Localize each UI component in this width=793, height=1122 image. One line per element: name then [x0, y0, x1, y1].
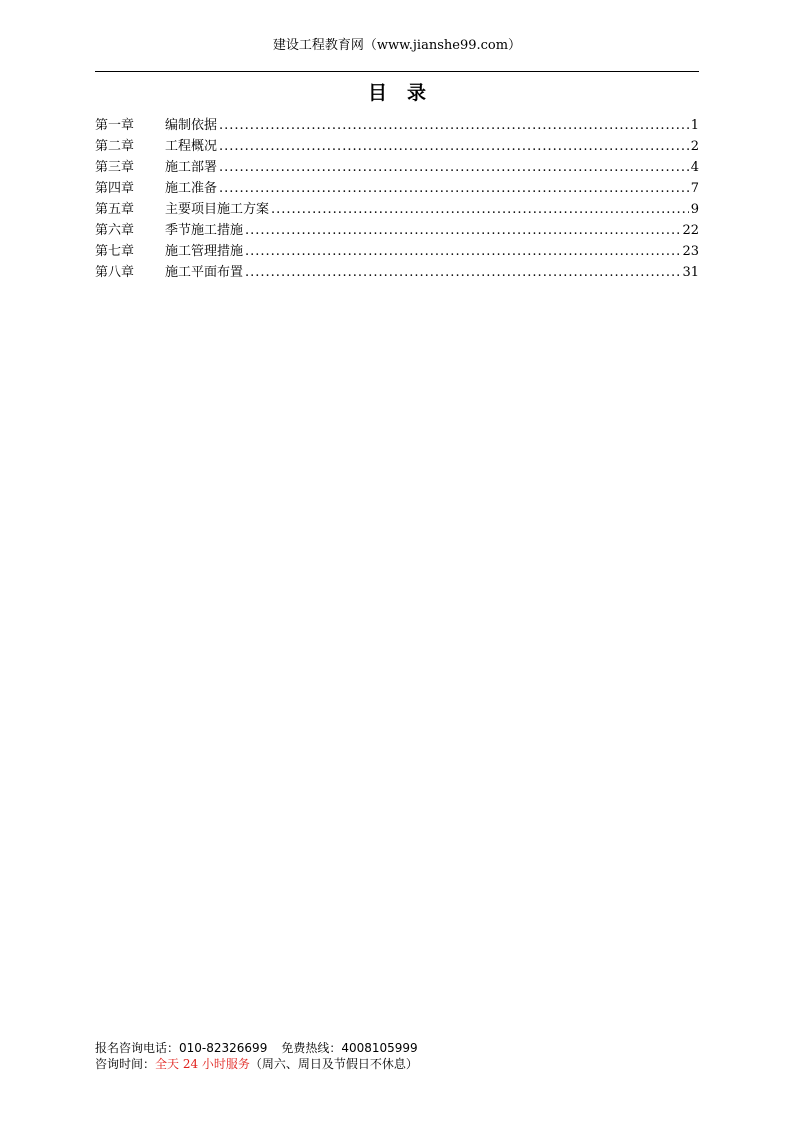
toc-chapter-label: 施工平面布置	[165, 265, 244, 280]
toc-leader-dots	[245, 220, 680, 241]
footer-phone-label: 报名咨询电话：	[95, 1041, 180, 1055]
footer-hours-label: 咨询时间：	[95, 1057, 156, 1071]
toc-title: 目录	[367, 82, 446, 104]
toc-chapter-label: 编制依据	[165, 118, 218, 133]
toc-leader-dots	[245, 262, 680, 283]
page-header	[95, 36, 699, 56]
toc-leader-dots	[219, 136, 689, 157]
footer-hours-note: （周六、周日及节假日不休息）	[249, 1057, 418, 1071]
footer-contact-line	[95, 1040, 699, 1056]
toc-entry[interactable]	[95, 157, 699, 178]
toc-leader-dots	[219, 115, 689, 136]
toc-leader-dots	[219, 157, 689, 178]
toc-list	[95, 115, 699, 283]
toc-entry[interactable]	[95, 136, 699, 157]
toc-entry[interactable]	[95, 220, 699, 241]
toc-page-number: 2	[690, 139, 699, 154]
toc-entry[interactable]	[95, 199, 699, 220]
toc-chapter-number: 第八章	[95, 265, 135, 280]
header-divider	[95, 71, 699, 72]
toc-page-number: 9	[690, 202, 699, 217]
toc-entry[interactable]	[95, 241, 699, 262]
toc-page-number: 1	[690, 118, 699, 133]
toc-chapter-number: 第二章	[95, 139, 135, 154]
footer-hotline-value: 4008105999	[341, 1041, 418, 1055]
footer-hours-value: 全天 24 小时服务	[155, 1057, 250, 1071]
toc-chapter-label: 工程概况	[165, 139, 218, 154]
toc-page-number: 4	[690, 160, 699, 175]
footer-hotline-label: 免费热线：	[281, 1041, 342, 1055]
toc-page-number: 23	[682, 244, 699, 259]
toc-chapter-number: 第三章	[95, 160, 135, 175]
footer-phone-value: 010-82326699	[179, 1041, 268, 1055]
toc-entry[interactable]	[95, 178, 699, 199]
toc-chapter-number: 第五章	[95, 202, 135, 217]
toc-leader-dots	[245, 241, 680, 262]
toc-chapter-label: 主要项目施工方案	[165, 202, 270, 217]
header-title: 建设工程教育网（www.jianshe99.com）	[272, 38, 522, 53]
toc-chapter-number: 第四章	[95, 181, 135, 196]
toc-chapter-label: 施工管理措施	[165, 244, 244, 259]
toc-page-number: 31	[682, 265, 699, 280]
toc-entry[interactable]	[95, 262, 699, 283]
footer-hours-line	[95, 1056, 699, 1072]
toc-chapter-label: 施工部署	[165, 160, 218, 175]
toc-chapter-label: 施工准备	[165, 181, 218, 196]
toc-chapter-label: 季节施工措施	[165, 223, 244, 238]
toc-leader-dots	[219, 178, 689, 199]
toc-chapter-number: 第一章	[95, 118, 135, 133]
toc-leader-dots	[271, 199, 689, 220]
toc-chapter-number: 第六章	[95, 223, 135, 238]
toc-page-number: 7	[690, 181, 699, 196]
toc-entry[interactable]	[95, 115, 699, 136]
toc-page-number: 22	[682, 223, 699, 238]
page-footer	[95, 1040, 699, 1072]
toc-chapter-number: 第七章	[95, 244, 135, 259]
